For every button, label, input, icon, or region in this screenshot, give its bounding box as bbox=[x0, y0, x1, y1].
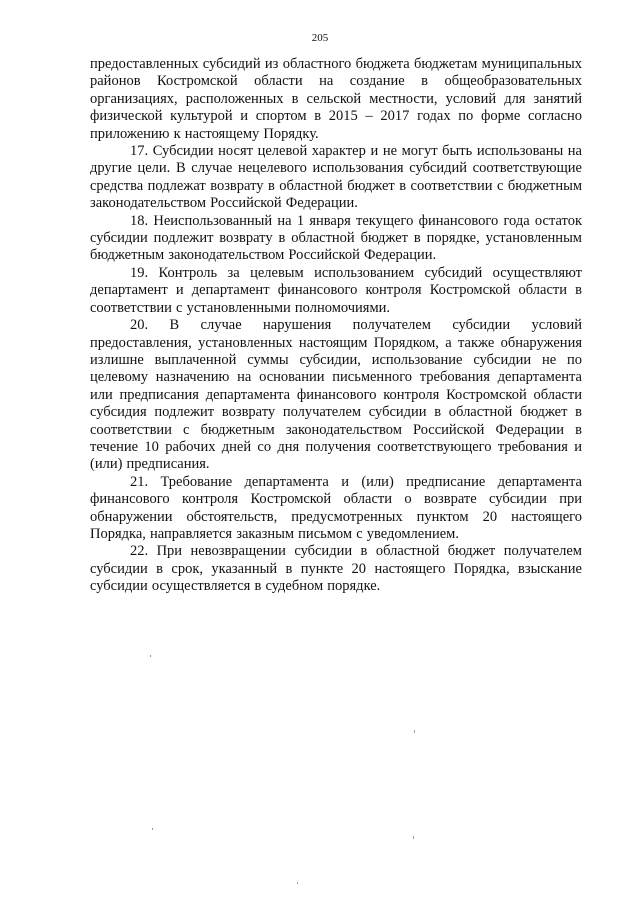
paragraph-18: 18. Неиспользованный на 1 января текущего финансового года остаток субсидии подлежит возврату в областной бюджет в порядке, установленным бюджетным законодательством Российской Федерации. bbox=[90, 212, 582, 264]
scan-speck bbox=[413, 836, 414, 839]
scan-speck bbox=[150, 655, 151, 657]
document-body bbox=[90, 56, 582, 596]
paragraph-19: 19. Контроль за целевым использованием субсидий осуществляют департамент и департамент финансового контроля Костромской области в соответствии с установленными полномочиями. bbox=[90, 264, 582, 316]
paragraph-continuation: предоставленных субсидий из областного бюджета бюджетам муниципальных районов Костромской области на создание в общеобразовательных организациях, расположенных в сельской местности, условий для занятий физической культурой и спортом в 2015 – 2017 годах по форме согласно приложению к настоящему Порядку. bbox=[90, 56, 582, 142]
paragraph-20: 20. В случае нарушения получателем субсидии условий предоставления, установленных настоящим Порядком, а также обнаружения излишне выплаченной суммы субсидии, использование субсидии не по целевому назначению на основании письменного требования департамента или предписания департамента финансового контроля Костромской области субсидия подлежит возврату получателем субсидии в областной бюджет в соответствии с бюджетным законодательством Российской Федерации в течение 10 рабочих дней со дня получения соответствующего требования и (или) предписания. bbox=[90, 317, 582, 473]
scan-speck bbox=[414, 730, 415, 733]
scan-speck bbox=[297, 882, 298, 884]
page-number: 205 bbox=[311, 32, 329, 44]
paragraph-21: 21. Требование департамента и (или) предписание департамента финансового контроля Костромской области о возврате субсидии при обнаружении обстоятельств, предусмотренных пунктом 20 настоящего Порядка, направляется заказным письмом с уведомлением. bbox=[90, 473, 582, 542]
paragraph-22: 22. При невозвращении субсидии в областной бюджет получателем субсидии в срок, указанный в пункте 20 настоящего Порядка, взыскание субсидии осуществляется в судебном порядке. bbox=[90, 543, 582, 595]
scan-speck bbox=[152, 828, 153, 830]
paragraph-17: 17. Субсидии носят целевой характер и не могут быть использованы на другие цели. В случае нецелевого использования субсидий соответствующие средства подлежат возврату в областной бюджет в соответствии с бюджетным законодательством Российской Федерации. bbox=[90, 143, 582, 212]
